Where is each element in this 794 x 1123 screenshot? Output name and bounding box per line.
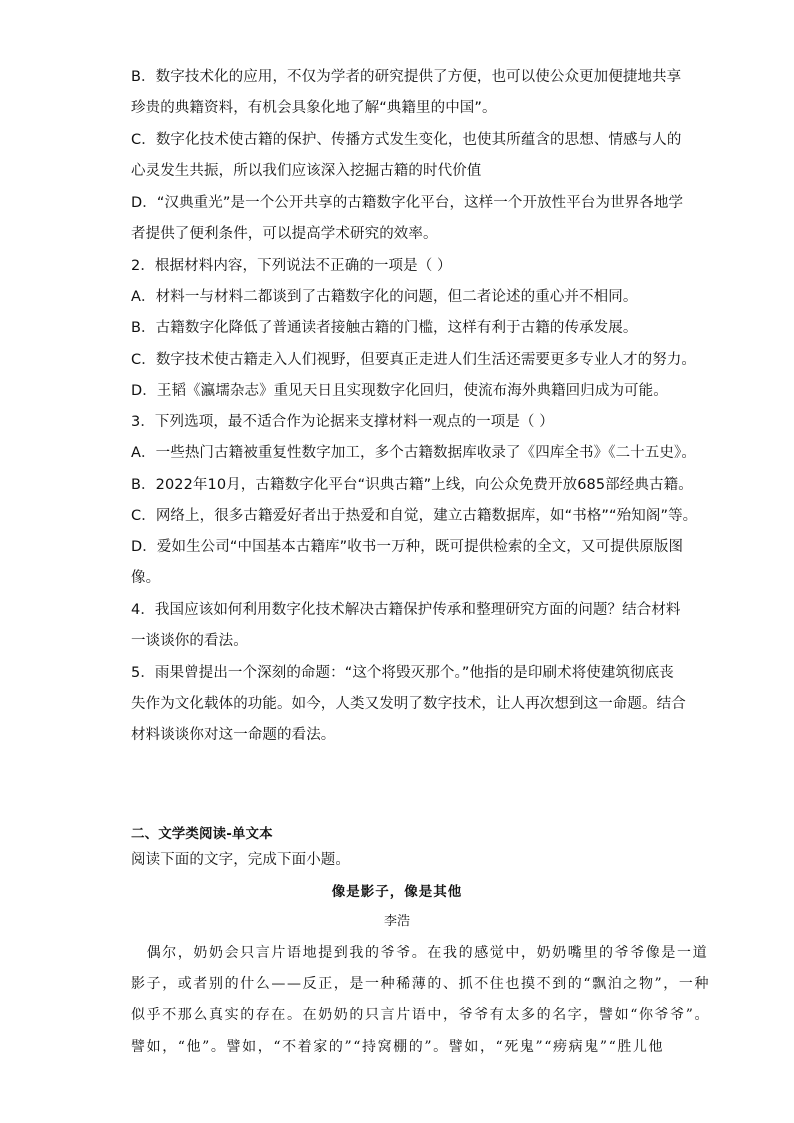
instruction-text: 阅读下面的文字，完成下面小题。 (131, 852, 350, 868)
text-line: 者提供了便利条件，可以提高学术研究的效率。 (131, 226, 438, 242)
option-b: B．2022年10月，古籍数字化平台“识典古籍”上线，向公众免费开放685部经典古籍。 (131, 477, 693, 493)
question-4: 4．我国应该如何利用数字化技术解决古籍保护传承和整理研究方面的问题？结合材料 (131, 602, 681, 618)
section-heading: 二、文学类阅读-单文本 (131, 826, 273, 842)
text-line: 心灵发生共振，所以我们应该深入挖掘古籍的时代价值 (131, 163, 482, 179)
option-a: A．一些热门古籍被重复性数字加工，多个古籍数据库收录了《四库全书》《二十五史》。 (131, 445, 696, 461)
text-line: 珍贵的典籍资料，有机会具象化地了解“典籍里的中国”。 (131, 100, 497, 116)
option-b: B．古籍数字化降低了普通读者接触古籍的门槛，这样有利于古籍的传承发展。 (131, 320, 638, 336)
story-line: 偶尔，奶奶会只言片语地提到我的爷爷。在我的感觉中，奶奶嘴里的爷爷像是一道 (131, 945, 709, 961)
text-line: D．“汉典重光”是一个公开共享的古籍数字化平台，这样一个开放性平台为世界各地学 (131, 195, 684, 211)
text-line: B．数字技术化的应用，不仅为学者的研究提供了方便，也可以使公众更加便捷地共享 (131, 69, 682, 85)
text-line: 一谈谈你的看法。 (131, 633, 248, 649)
story-line: 似乎不那么真实的存在。在奶奶的只言片语中，爷爷有太多的名字，譬如“你爷爷”。 (131, 1007, 711, 1023)
story-line: 譬如，“他”。譬如，“不着家的”“持窝棚的”。譬如，“死鬼”“痨病鬼”“胜儿他 (131, 1039, 665, 1055)
story-line: 影子，或者别的什么——反正，是一种稀薄的、抓不住也摸不到的“飘泊之物”，一种 (131, 976, 711, 992)
option-a: A．材料一与材料二都谈到了古籍数字化的问题，但二者论述的重心并不相同。 (131, 289, 638, 305)
text-line: 像。 (131, 570, 161, 586)
text-line: 失作为文化载体的功能。如今，人类又发明了数字技术，让人再次想到这一命题。结合 (131, 696, 686, 712)
question-3: 3．下列选项，最不适合作为论据来支撑材料一观点的一项是（ ） (131, 414, 554, 430)
question-5: 5．雨果曾提出一个深刻的命题：“这个将毁灭那个。”他指的是印刷术将使建筑彻底丧 (131, 665, 674, 681)
option-c: C．数字技术使古籍走入人们视野，但要真正走进人们生活还需要更多专业人才的努力。 (131, 352, 697, 368)
option-c: C．网络上，很多古籍爱好者出于热爱和自觉，建立古籍数据库，如“书格”“殆知阁”等。 (131, 508, 698, 524)
text-line: 材料谈谈你对这一命题的看法。 (131, 727, 336, 743)
option-d: D．爱如生公司“中国基本古籍库”收书一万种，既可提供检索的全文，又可提供原版图 (131, 539, 684, 555)
question-2: 2．根据材料内容，下列说法不正确的一项是（ ） (131, 258, 452, 274)
option-d: D．王韬《瀛壖杂志》重见天日且实现数字化回归，使流布海外典籍回归成为可能。 (131, 383, 668, 399)
story-title: 像是影子，像是其他 (331, 884, 463, 900)
story-author: 李浩 (383, 914, 410, 929)
text-line: C．数字化技术使古籍的保护、传播方式发生变化，也使其所蕴含的思想、情感与人的 (131, 132, 682, 148)
